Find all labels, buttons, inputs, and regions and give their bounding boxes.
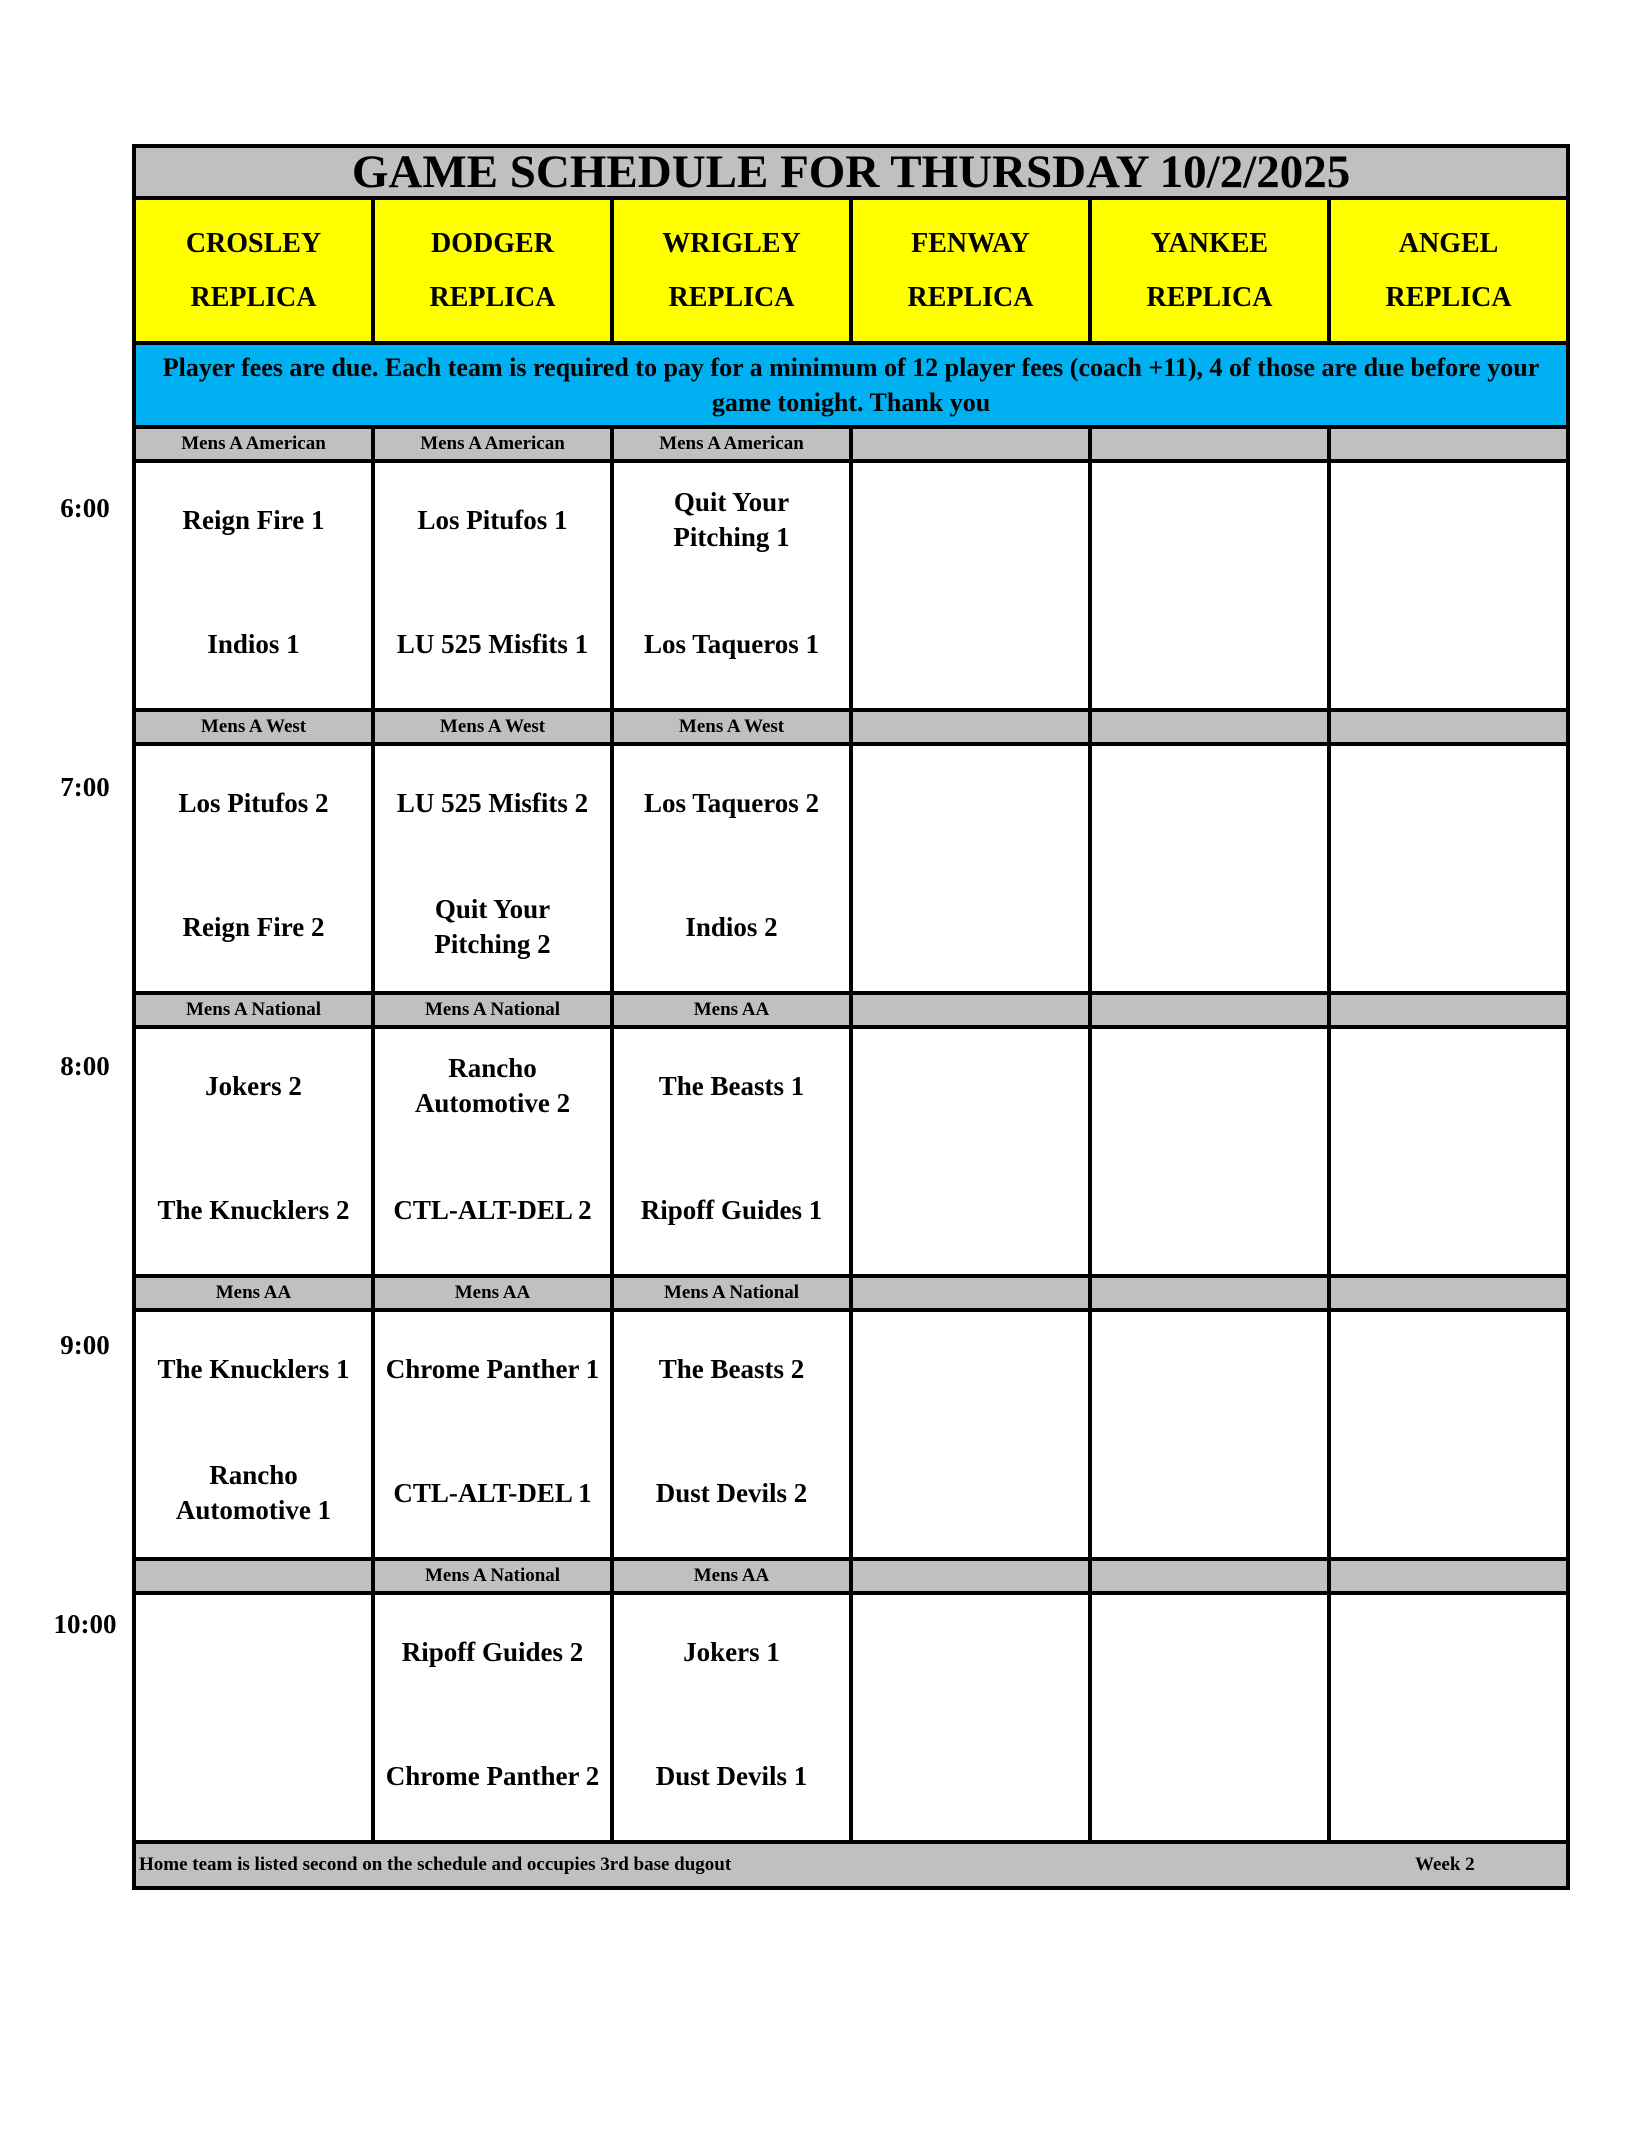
home-team: [853, 892, 1088, 962]
matchup: [375, 1312, 610, 1557]
away-team: [853, 1617, 1088, 1687]
home-team: Reign Fire 2: [182, 911, 325, 942]
game-cell-yankee: [1090, 744, 1329, 993]
home-team: [1092, 609, 1327, 679]
home-team: [1092, 1458, 1327, 1528]
game-cell-wrigley: [612, 1027, 851, 1276]
game-cell-yankee: [1090, 1593, 1329, 1842]
home-team: CTL-ALT-DEL 2: [393, 1194, 592, 1225]
away-team: The Beasts 1: [658, 1070, 805, 1101]
home-team: Quit Your Pitching 2: [434, 894, 551, 959]
home-team: [1092, 1175, 1327, 1245]
division-label-dodger: Mens A National: [373, 993, 612, 1027]
matchup: [1092, 1595, 1327, 1840]
away-team: Ripoff Guides 2: [401, 1636, 584, 1667]
home-team: [136, 1741, 371, 1811]
home-team: Ripoff Guides 1: [640, 1194, 823, 1225]
division-label-fenway: [851, 427, 1090, 461]
away-team: The Beasts 2: [658, 1353, 805, 1384]
matchup: [136, 1029, 371, 1274]
field-name: WRIGLEY: [662, 227, 801, 259]
away-team: LU 525 Misfits 2: [396, 787, 589, 818]
division-label-fenway: [851, 993, 1090, 1027]
game-cell-dodger: [373, 1027, 612, 1276]
matchup: [853, 1595, 1088, 1840]
matchup: [1092, 1029, 1327, 1274]
division-label-crosley: Mens A American: [134, 427, 373, 461]
division-label-fenway: [851, 710, 1090, 744]
game-cell-wrigley: [612, 744, 851, 993]
home-team: Dust Devils 1: [655, 1760, 808, 1791]
division-label-yankee: [1090, 1559, 1329, 1593]
field-name: FENWAY: [911, 227, 1030, 259]
away-team: [1092, 1617, 1327, 1687]
matchup: [853, 1312, 1088, 1557]
field-header-crosley: [134, 198, 373, 343]
game-cell-fenway: [851, 744, 1090, 993]
game-row: [134, 461, 1568, 710]
away-team: Reign Fire 1: [182, 504, 325, 535]
division-row: [134, 1276, 1568, 1310]
game-cell-yankee: [1090, 461, 1329, 710]
division-label-wrigley: Mens A West: [612, 710, 851, 744]
division-label-dodger: Mens A American: [373, 427, 612, 461]
time-label: 10:00: [53, 1609, 117, 1639]
home-team: Rancho Automotive 1: [175, 1460, 332, 1525]
matchup: [614, 746, 849, 991]
game-cell-crosley: [134, 1593, 373, 1842]
game-row: [134, 744, 1568, 993]
home-team: [1092, 1741, 1327, 1811]
field-name: CROSLEY: [185, 227, 322, 259]
schedule-table: [132, 144, 1570, 1890]
game-cell-fenway: [851, 1027, 1090, 1276]
away-team: Quit Your Pitching 1: [673, 487, 790, 552]
home-team: [1331, 609, 1566, 679]
game-cell-crosley: [134, 1310, 373, 1559]
field-sub: REPLICA: [1385, 281, 1512, 313]
matchup: [1331, 746, 1566, 991]
division-label-angel: [1329, 427, 1568, 461]
footer: [134, 1842, 1568, 1888]
division-label-dodger: Mens A National: [373, 1559, 612, 1593]
home-team: [853, 609, 1088, 679]
home-team: [1331, 1741, 1566, 1811]
division-label-dodger: Mens AA: [373, 1276, 612, 1310]
field-header-yankee: [1090, 198, 1329, 343]
matchup: [136, 1595, 371, 1840]
division-label-wrigley: Mens AA: [612, 1559, 851, 1593]
away-team: [853, 1334, 1088, 1404]
game-cell-angel: [1329, 461, 1568, 710]
game-cell-fenway: [851, 1310, 1090, 1559]
field-header-row: [134, 198, 1568, 343]
division-label-yankee: [1090, 993, 1329, 1027]
away-team: [136, 1617, 371, 1687]
division-label-fenway: [851, 1559, 1090, 1593]
game-cell-dodger: [373, 461, 612, 710]
home-team: CTL-ALT-DEL 1: [393, 1477, 592, 1508]
division-label-crosley: Mens AA: [134, 1276, 373, 1310]
division-label-yankee: [1090, 710, 1329, 744]
home-team: Chrome Panther 2: [385, 1760, 600, 1791]
game-cell-dodger: [373, 744, 612, 993]
field-sub: REPLICA: [429, 281, 556, 313]
away-team: [1331, 1051, 1566, 1121]
matchup: [1331, 1312, 1566, 1557]
division-label-crosley: Mens A West: [134, 710, 373, 744]
game-row: [134, 1027, 1568, 1276]
matchup: [1331, 463, 1566, 708]
week-label: Week 2: [1415, 1854, 1475, 1875]
home-team-note: Home team is listed second on the schedule and occupies 3rd base dugout: [139, 1854, 732, 1875]
matchup: [375, 1029, 610, 1274]
division-label-angel: [1329, 1276, 1568, 1310]
home-team: [1092, 892, 1327, 962]
game-cell-fenway: [851, 461, 1090, 710]
game-cell-crosley: [134, 744, 373, 993]
home-team: [1331, 1175, 1566, 1245]
away-team: The Knucklers 1: [157, 1353, 350, 1384]
home-team: [853, 1458, 1088, 1528]
matchup: [1092, 1312, 1327, 1557]
game-cell-wrigley: [612, 1593, 851, 1842]
time-label: 6:00: [60, 493, 110, 523]
matchup: [375, 1595, 610, 1840]
matchup: [614, 1029, 849, 1274]
away-team: Jokers 2: [205, 1070, 302, 1101]
away-team: [1092, 485, 1327, 555]
game-row: [134, 1593, 1568, 1842]
field-header-angel: [1329, 198, 1568, 343]
away-team: [1092, 768, 1327, 838]
field-sub: REPLICA: [1146, 281, 1273, 313]
matchup: [136, 746, 371, 991]
away-team: [1092, 1051, 1327, 1121]
matchup: [614, 1595, 849, 1840]
game-cell-angel: [1329, 744, 1568, 993]
game-cell-crosley: [134, 1027, 373, 1276]
field-header-fenway: [851, 198, 1090, 343]
home-team: [1331, 892, 1566, 962]
game-cell-fenway: [851, 1593, 1090, 1842]
away-team: Chrome Panther 1: [385, 1353, 600, 1384]
away-team: [1331, 1334, 1566, 1404]
field-name: YANKEE: [1150, 227, 1269, 259]
away-team: [853, 768, 1088, 838]
division-label-wrigley: Mens A National: [612, 1276, 851, 1310]
matchup: [375, 463, 610, 708]
time-label: 9:00: [60, 1330, 110, 1360]
game-cell-dodger: [373, 1310, 612, 1559]
division-label-wrigley: Mens A American: [612, 427, 851, 461]
game-cell-angel: [1329, 1310, 1568, 1559]
away-team: [1092, 1334, 1327, 1404]
division-label-yankee: [1090, 427, 1329, 461]
away-team: Los Pitufos 2: [178, 787, 329, 818]
game-cell-yankee: [1090, 1027, 1329, 1276]
matchup: [1331, 1595, 1566, 1840]
schedule-sheet: [132, 144, 1566, 1890]
time-label: 8:00: [60, 1051, 110, 1081]
game-cell-dodger: [373, 1593, 612, 1842]
field-sub: REPLICA: [907, 281, 1034, 313]
game-cell-angel: [1329, 1027, 1568, 1276]
division-row: [134, 993, 1568, 1027]
matchup: [375, 746, 610, 991]
division-label-crosley: [134, 1559, 373, 1593]
time-label: 7:00: [60, 772, 110, 802]
game-cell-wrigley: [612, 461, 851, 710]
away-team: [853, 1051, 1088, 1121]
matchup: [1092, 746, 1327, 991]
away-team: Rancho Automotive 2: [414, 1053, 571, 1118]
home-team: The Knucklers 2: [157, 1194, 350, 1225]
player-fees-notice: Player fees are due. Each team is required to pay for a minimum of 12 player fees (coach +11), 4 of those are due before your game tonight. Thank you: [134, 343, 1568, 427]
away-team: [853, 485, 1088, 555]
away-team: Los Pitufos 1: [417, 504, 568, 535]
matchup: [614, 463, 849, 708]
page-title: GAME SCHEDULE FOR THURSDAY 10/2/2025: [134, 146, 1568, 198]
home-team: Dust Devils 2: [655, 1477, 808, 1508]
home-team: Indios 1: [207, 628, 300, 659]
footer-row: [134, 1842, 1568, 1888]
division-row: [134, 427, 1568, 461]
matchup: [853, 746, 1088, 991]
division-row: [134, 710, 1568, 744]
division-label-wrigley: Mens AA: [612, 993, 851, 1027]
division-label-fenway: [851, 1276, 1090, 1310]
field-header-dodger: [373, 198, 612, 343]
matchup: [1331, 1029, 1566, 1274]
title-row: [134, 146, 1568, 198]
game-cell-crosley: [134, 461, 373, 710]
division-label-angel: [1329, 1559, 1568, 1593]
game-row: [134, 1310, 1568, 1559]
matchup: [853, 1029, 1088, 1274]
division-label-yankee: [1090, 1276, 1329, 1310]
matchup: [136, 463, 371, 708]
home-team: LU 525 Misfits 1: [396, 628, 589, 659]
game-cell-yankee: [1090, 1310, 1329, 1559]
home-team: [853, 1175, 1088, 1245]
time-slots: [134, 427, 1568, 1842]
division-label-angel: [1329, 710, 1568, 744]
away-team: Los Taqueros 2: [643, 787, 820, 818]
away-team: [1331, 768, 1566, 838]
home-team: [1331, 1458, 1566, 1528]
division-label-crosley: Mens A National: [134, 993, 373, 1027]
matchup: [614, 1312, 849, 1557]
notice-row: [134, 343, 1568, 427]
field-sub: REPLICA: [668, 281, 795, 313]
game-cell-angel: [1329, 1593, 1568, 1842]
division-row: [134, 1559, 1568, 1593]
away-team: [1331, 1617, 1566, 1687]
field-header-wrigley: [612, 198, 851, 343]
field-name: ANGEL: [1398, 227, 1499, 259]
division-label-angel: [1329, 993, 1568, 1027]
home-team: Indios 2: [685, 911, 778, 942]
matchup: [853, 463, 1088, 708]
game-cell-wrigley: [612, 1310, 851, 1559]
field-sub: REPLICA: [190, 281, 317, 313]
home-team: Los Taqueros 1: [643, 628, 820, 659]
away-team: Jokers 1: [683, 1636, 780, 1667]
division-label-dodger: Mens A West: [373, 710, 612, 744]
home-team: [853, 1741, 1088, 1811]
field-name: DODGER: [431, 227, 554, 259]
matchup: [136, 1312, 371, 1557]
away-team: [1331, 485, 1566, 555]
matchup: [1092, 463, 1327, 708]
